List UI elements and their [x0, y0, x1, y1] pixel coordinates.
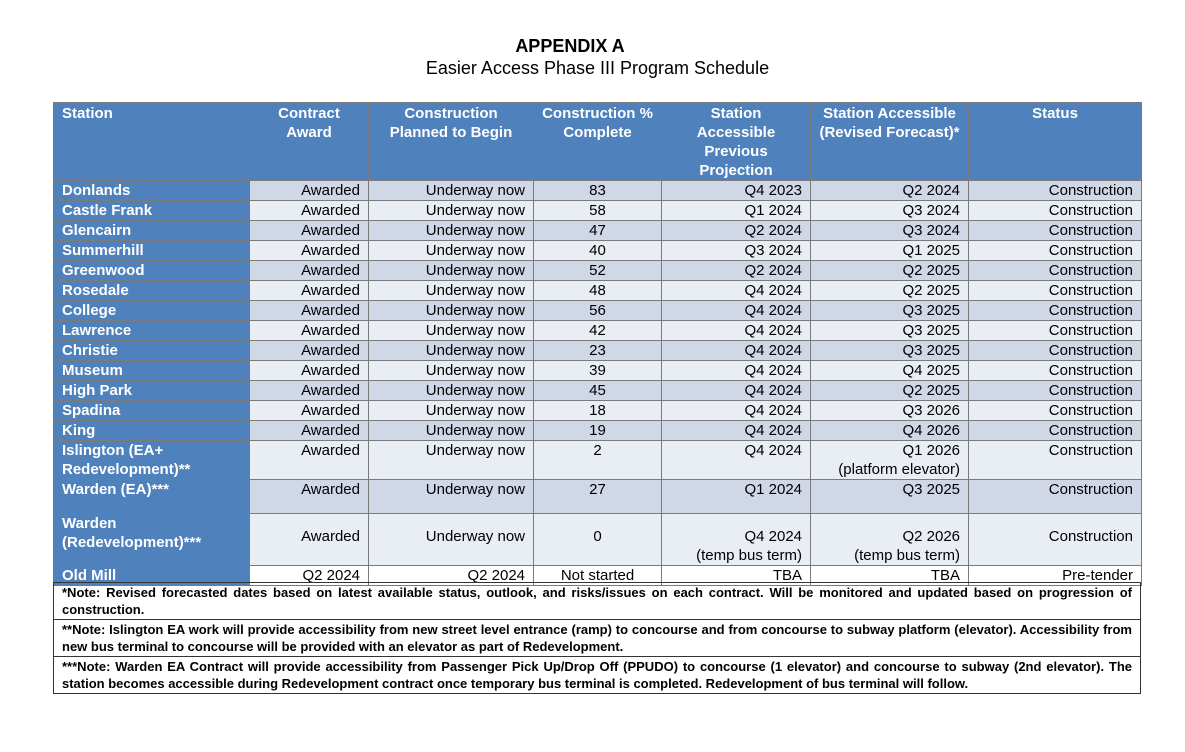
previous-projection-value: Q3 2024	[744, 242, 802, 259]
percent-complete-cell: 42	[534, 321, 662, 341]
revised-forecast-value: Q3 2024	[902, 202, 960, 219]
percent-complete-cell: 39	[534, 361, 662, 381]
percent-complete-cell: 40	[534, 241, 662, 261]
percent-complete-cell: 23	[534, 341, 662, 361]
note-row	[54, 657, 1141, 694]
note-row	[54, 583, 1141, 620]
percent-complete-cell: 45	[534, 381, 662, 401]
percent-complete-cell: 2	[534, 441, 662, 480]
construction-begin-cell: Underway now	[369, 301, 534, 321]
previous-projection-cell	[662, 514, 811, 566]
note-row	[54, 620, 1141, 657]
contract-award-cell: Awarded	[250, 201, 369, 221]
construction-begin-cell: Underway now	[369, 381, 534, 401]
revised-forecast-value: Q2 2026	[902, 528, 960, 545]
table-row	[54, 181, 1142, 201]
previous-projection-cell	[662, 241, 811, 261]
percent-complete-cell: 19	[534, 421, 662, 441]
status-cell: Construction	[969, 401, 1142, 421]
table-header	[54, 103, 1142, 181]
revised-forecast-cell	[811, 241, 969, 261]
table-body	[54, 181, 1142, 586]
status-cell: Construction	[969, 241, 1142, 261]
status-cell: Construction	[969, 181, 1142, 201]
previous-projection-cell	[662, 401, 811, 421]
percent-complete-cell: 27	[534, 480, 662, 514]
previous-projection-value: Q2 2024	[744, 222, 802, 239]
contract-award-cell: Awarded	[250, 514, 369, 566]
construction-begin-cell: Underway now	[369, 480, 534, 514]
percent-complete-cell: 58	[534, 201, 662, 221]
col-header-status: Status	[969, 103, 1142, 181]
revised-forecast-value: Q4 2025	[902, 362, 960, 379]
previous-projection-value: Q4 2024	[744, 528, 802, 545]
revised-forecast-value: Q3 2024	[902, 222, 960, 239]
revised-forecast-value: Q3 2025	[902, 481, 960, 498]
previous-projection-cell	[662, 201, 811, 221]
previous-projection-value: Q2 2024	[744, 262, 802, 279]
table-row	[54, 281, 1142, 301]
contract-award-cell: Awarded	[250, 301, 369, 321]
table-row	[54, 221, 1142, 241]
status-cell: Construction	[969, 201, 1142, 221]
previous-projection-value: Q4 2024	[744, 342, 802, 359]
revised-forecast-cell	[811, 421, 969, 441]
contract-award-cell: Awarded	[250, 281, 369, 301]
notes-table	[53, 582, 1141, 694]
construction-begin-cell: Q2 2024	[369, 566, 534, 586]
station-name: Warden (EA)***	[54, 480, 250, 514]
table-row	[54, 401, 1142, 421]
revised-forecast-value: Q1 2025	[902, 242, 960, 259]
previous-projection-cell	[662, 261, 811, 281]
revised-forecast-note: (temp bus term)	[854, 547, 960, 564]
revised-forecast-value: Q2 2025	[902, 282, 960, 299]
revised-forecast-cell	[811, 261, 969, 281]
status-cell: Construction	[969, 480, 1142, 514]
col-header-percent-complete: Construction % Complete	[534, 103, 662, 181]
revised-forecast-value: Q2 2025	[902, 382, 960, 399]
status-cell: Construction	[969, 261, 1142, 281]
contract-award-cell: Q2 2024	[250, 566, 369, 586]
schedule-subtitle: Easier Access Phase III Program Schedule	[425, 58, 770, 78]
table-row	[54, 514, 1142, 566]
station-name: Christie	[54, 341, 250, 361]
previous-projection-cell	[662, 221, 811, 241]
table-row	[54, 341, 1142, 361]
table-row	[54, 361, 1142, 381]
percent-complete-cell: 83	[534, 181, 662, 201]
previous-projection-value: Q1 2024	[744, 481, 802, 498]
revised-forecast-cell	[811, 221, 969, 241]
status-cell: Construction	[969, 301, 1142, 321]
construction-begin-cell: Underway now	[369, 181, 534, 201]
previous-projection-value: Q4 2024	[744, 422, 802, 439]
revised-forecast-value: Q3 2025	[902, 342, 960, 359]
previous-projection-value: TBA	[772, 567, 802, 584]
station-name: College	[54, 301, 250, 321]
contract-award-cell: Awarded	[250, 221, 369, 241]
construction-begin-cell: Underway now	[369, 201, 534, 221]
previous-projection-cell	[662, 301, 811, 321]
status-cell: Construction	[969, 514, 1142, 566]
percent-complete-cell: 48	[534, 281, 662, 301]
previous-projection-value: Q4 2024	[744, 442, 802, 459]
revised-forecast-cell	[811, 201, 969, 221]
station-name: High Park	[54, 381, 250, 401]
revised-forecast-cell	[811, 381, 969, 401]
construction-begin-cell: Underway now	[369, 281, 534, 301]
table-row	[54, 441, 1142, 480]
contract-award-cell: Awarded	[250, 421, 369, 441]
percent-complete-cell: 52	[534, 261, 662, 281]
contract-award-cell: Awarded	[250, 321, 369, 341]
table-row	[54, 421, 1142, 441]
contract-award-cell: Awarded	[250, 480, 369, 514]
contract-award-cell: Awarded	[250, 241, 369, 261]
station-name: King	[54, 421, 250, 441]
previous-projection-value: Q4 2023	[744, 182, 802, 199]
percent-complete-cell: 56	[534, 301, 662, 321]
percent-complete-cell: 0	[534, 514, 662, 566]
note-text: ***Note: Warden EA Contract will provide accessibility from Passenger Pick Up/Drop Off (PPUDO) to concourse (1 elevator) and concourse to subway (2nd elevator). The station becomes accessible during Redevelopment contract once temporary bus terminal is completed. Redevelopment of bus terminal will follow.	[54, 657, 1141, 694]
revised-forecast-value: TBA	[930, 567, 960, 584]
construction-begin-cell: Underway now	[369, 261, 534, 281]
previous-projection-cell	[662, 181, 811, 201]
status-cell: Construction	[969, 381, 1142, 401]
status-cell: Construction	[969, 281, 1142, 301]
previous-projection-value: Q4 2024	[744, 282, 802, 299]
table-row	[54, 480, 1142, 514]
percent-complete-cell: 47	[534, 221, 662, 241]
col-header-contract-award: Contract Award	[250, 103, 369, 181]
revised-forecast-value: Q3 2026	[902, 402, 960, 419]
contract-award-cell: Awarded	[250, 341, 369, 361]
table-row	[54, 201, 1142, 221]
previous-projection-value: Q4 2024	[744, 402, 802, 419]
contract-award-cell: Awarded	[250, 401, 369, 421]
previous-projection-value: Q4 2024	[744, 382, 802, 399]
construction-begin-cell: Underway now	[369, 241, 534, 261]
station-name: Spadina	[54, 401, 250, 421]
construction-begin-cell: Underway now	[369, 441, 534, 480]
appendix-title: APPENDIX A	[515, 36, 625, 56]
previous-projection-cell	[662, 441, 811, 480]
revised-forecast-value: Q2 2024	[902, 182, 960, 199]
revised-forecast-cell	[811, 181, 969, 201]
previous-projection-note: (temp bus term)	[696, 547, 802, 564]
station-name: Summerhill	[54, 241, 250, 261]
table-row	[54, 381, 1142, 401]
col-header-station: Station	[54, 103, 250, 181]
previous-projection-value: Q4 2024	[744, 322, 802, 339]
table-row	[54, 301, 1142, 321]
previous-projection-cell	[662, 321, 811, 341]
station-name: Castle Frank	[54, 201, 250, 221]
contract-award-cell: Awarded	[250, 361, 369, 381]
revised-forecast-cell	[811, 321, 969, 341]
revised-forecast-cell	[811, 514, 969, 566]
notes-body	[54, 583, 1141, 694]
station-name: Islington (EA+ Redevelopment)**	[54, 441, 250, 480]
status-cell: Construction	[969, 341, 1142, 361]
status-cell: Construction	[969, 321, 1142, 341]
construction-begin-cell: Underway now	[369, 514, 534, 566]
previous-projection-value: Q4 2024	[744, 302, 802, 319]
previous-projection-cell	[662, 341, 811, 361]
previous-projection-value: Q1 2024	[744, 202, 802, 219]
program-schedule-table	[53, 102, 1142, 586]
revised-forecast-cell	[811, 441, 969, 480]
station-name: Greenwood	[54, 261, 250, 281]
col-header-construction-begin: Construction Planned to Begin	[369, 103, 534, 181]
revised-forecast-value: Q3 2025	[902, 322, 960, 339]
contract-award-cell: Awarded	[250, 441, 369, 480]
status-cell: Construction	[969, 361, 1142, 381]
station-name: Lawrence	[54, 321, 250, 341]
note-text: *Note: Revised forecasted dates based on latest available status, outlook, and risks/issues on each contract. Will be monitored and updated based on progression of construction.	[54, 583, 1141, 620]
construction-begin-cell: Underway now	[369, 361, 534, 381]
status-cell: Pre-tender	[969, 566, 1142, 586]
previous-projection-value: Q4 2024	[744, 362, 802, 379]
contract-award-cell: Awarded	[250, 261, 369, 281]
station-name: Warden (Redevelopment)***	[54, 514, 250, 566]
revised-forecast-note: (platform elevator)	[838, 461, 960, 478]
revised-forecast-cell	[811, 341, 969, 361]
table-row	[54, 241, 1142, 261]
table-row	[54, 321, 1142, 341]
station-name: Rosedale	[54, 281, 250, 301]
revised-forecast-value: Q2 2025	[902, 262, 960, 279]
contract-award-cell: Awarded	[250, 381, 369, 401]
status-cell: Construction	[969, 441, 1142, 480]
revised-forecast-cell	[811, 301, 969, 321]
previous-projection-cell	[662, 480, 811, 514]
previous-projection-cell	[662, 381, 811, 401]
col-header-previous-projection: Station Accessible Previous Projection	[662, 103, 811, 181]
col-header-revised-forecast: Station Accessible (Revised Forecast)*	[811, 103, 969, 181]
revised-forecast-value: Q4 2026	[902, 422, 960, 439]
construction-begin-cell: Underway now	[369, 421, 534, 441]
revised-forecast-cell	[811, 281, 969, 301]
previous-projection-cell	[662, 421, 811, 441]
status-cell: Construction	[969, 421, 1142, 441]
percent-complete-cell: 18	[534, 401, 662, 421]
table-row	[54, 261, 1142, 281]
header-row	[54, 103, 1142, 181]
station-name: Glencairn	[54, 221, 250, 241]
contract-award-cell: Awarded	[250, 181, 369, 201]
note-text: **Note: Islington EA work will provide accessibility from new street level entrance (ramp) to concourse and from concourse to subway platform (elevator). Accessibility from new bus terminal to concourse will be provided with an elevator as part of Redevelopment.	[54, 620, 1141, 657]
previous-projection-cell	[662, 281, 811, 301]
status-cell: Construction	[969, 221, 1142, 241]
construction-begin-cell: Underway now	[369, 401, 534, 421]
station-name: Old Mill	[54, 566, 250, 586]
percent-complete-cell: Not started	[534, 566, 662, 586]
revised-forecast-value: Q1 2026	[902, 442, 960, 459]
revised-forecast-cell	[811, 361, 969, 381]
station-name: Museum	[54, 361, 250, 381]
revised-forecast-cell	[811, 480, 969, 514]
previous-projection-cell	[662, 361, 811, 381]
construction-begin-cell: Underway now	[369, 221, 534, 241]
construction-begin-cell: Underway now	[369, 341, 534, 361]
construction-begin-cell: Underway now	[369, 321, 534, 341]
revised-forecast-cell	[811, 401, 969, 421]
station-name: Donlands	[54, 181, 250, 201]
revised-forecast-value: Q3 2025	[902, 302, 960, 319]
